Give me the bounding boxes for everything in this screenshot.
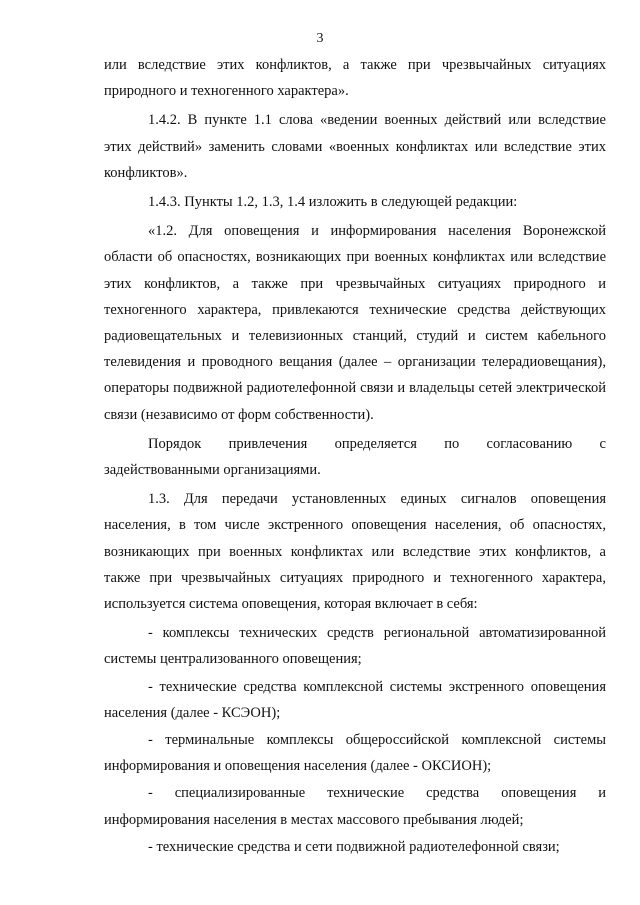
paragraph-1-2: «1.2. Для оповещения и информирования населения Воронежской области об опасностях, возникающих при военных конфликтах или вследствие этих конфликтов, а также при чрезвычайных ситуациях природного и техногенного характера, привлекаются технические средства действующих радиовещательных и телевизионных станций, студий и систем кабельного телевидения и проводного вещания (далее – организации телерадиовещания), операторы подвижной радиотелефонной связи и владельцы сетей электрической связи (независимо от форм собственности). [104, 223, 606, 423]
page-number: 3 [316, 31, 324, 46]
list-item-oksion: - терминальные комплексы общероссийской комплексной системы информирования и оповещения населения (далее - ОКСИОН); [104, 732, 606, 775]
list-item-kseon: - технические средства комплексной системы экстренного оповещения населения (далее - КСЭОН); [104, 678, 606, 721]
list-item-mass-places: - специализированные технические средства оповещения и информирования населения в местах массового пребывания людей; [104, 785, 606, 828]
paragraph-continuation: или вследствие этих конфликтов, а также при чрезвычайных ситуациях природного и техногенного характера». [104, 57, 606, 100]
paragraph-1-4-2: 1.4.2. В пункте 1.1 слова «ведении военных действий или вследствие этих действий» заменить словами «военных конфликтах или вследствие этих конфликтов». [104, 112, 606, 181]
paragraph-order: Порядок привлечения определяется по согласованию с задействованными организациями. [104, 435, 606, 479]
paragraph-1-4-3: 1.4.3. Пункты 1.2, 1.3, 1.4 изложить в следующей редакции: [148, 194, 518, 211]
document-body [104, 52, 606, 861]
paragraph-1-3: 1.3. Для передачи установленных единых сигналов оповещения населения, в том числе экстренного оповещения населения, об опасностях, возникающих при военных конфликтах или вследствие этих конфликтов, а также при чрезвычайных ситуациях природного и техногенного характера, используется система оповещения, которая включает в себя: [104, 491, 606, 613]
list-item-rasco: - комплексы технических средств региональной автоматизированной системы централизованного оповещения; [104, 625, 606, 668]
list-item-mobile-networks: - технические средства и сети подвижной радиотелефонной связи; [148, 838, 560, 855]
